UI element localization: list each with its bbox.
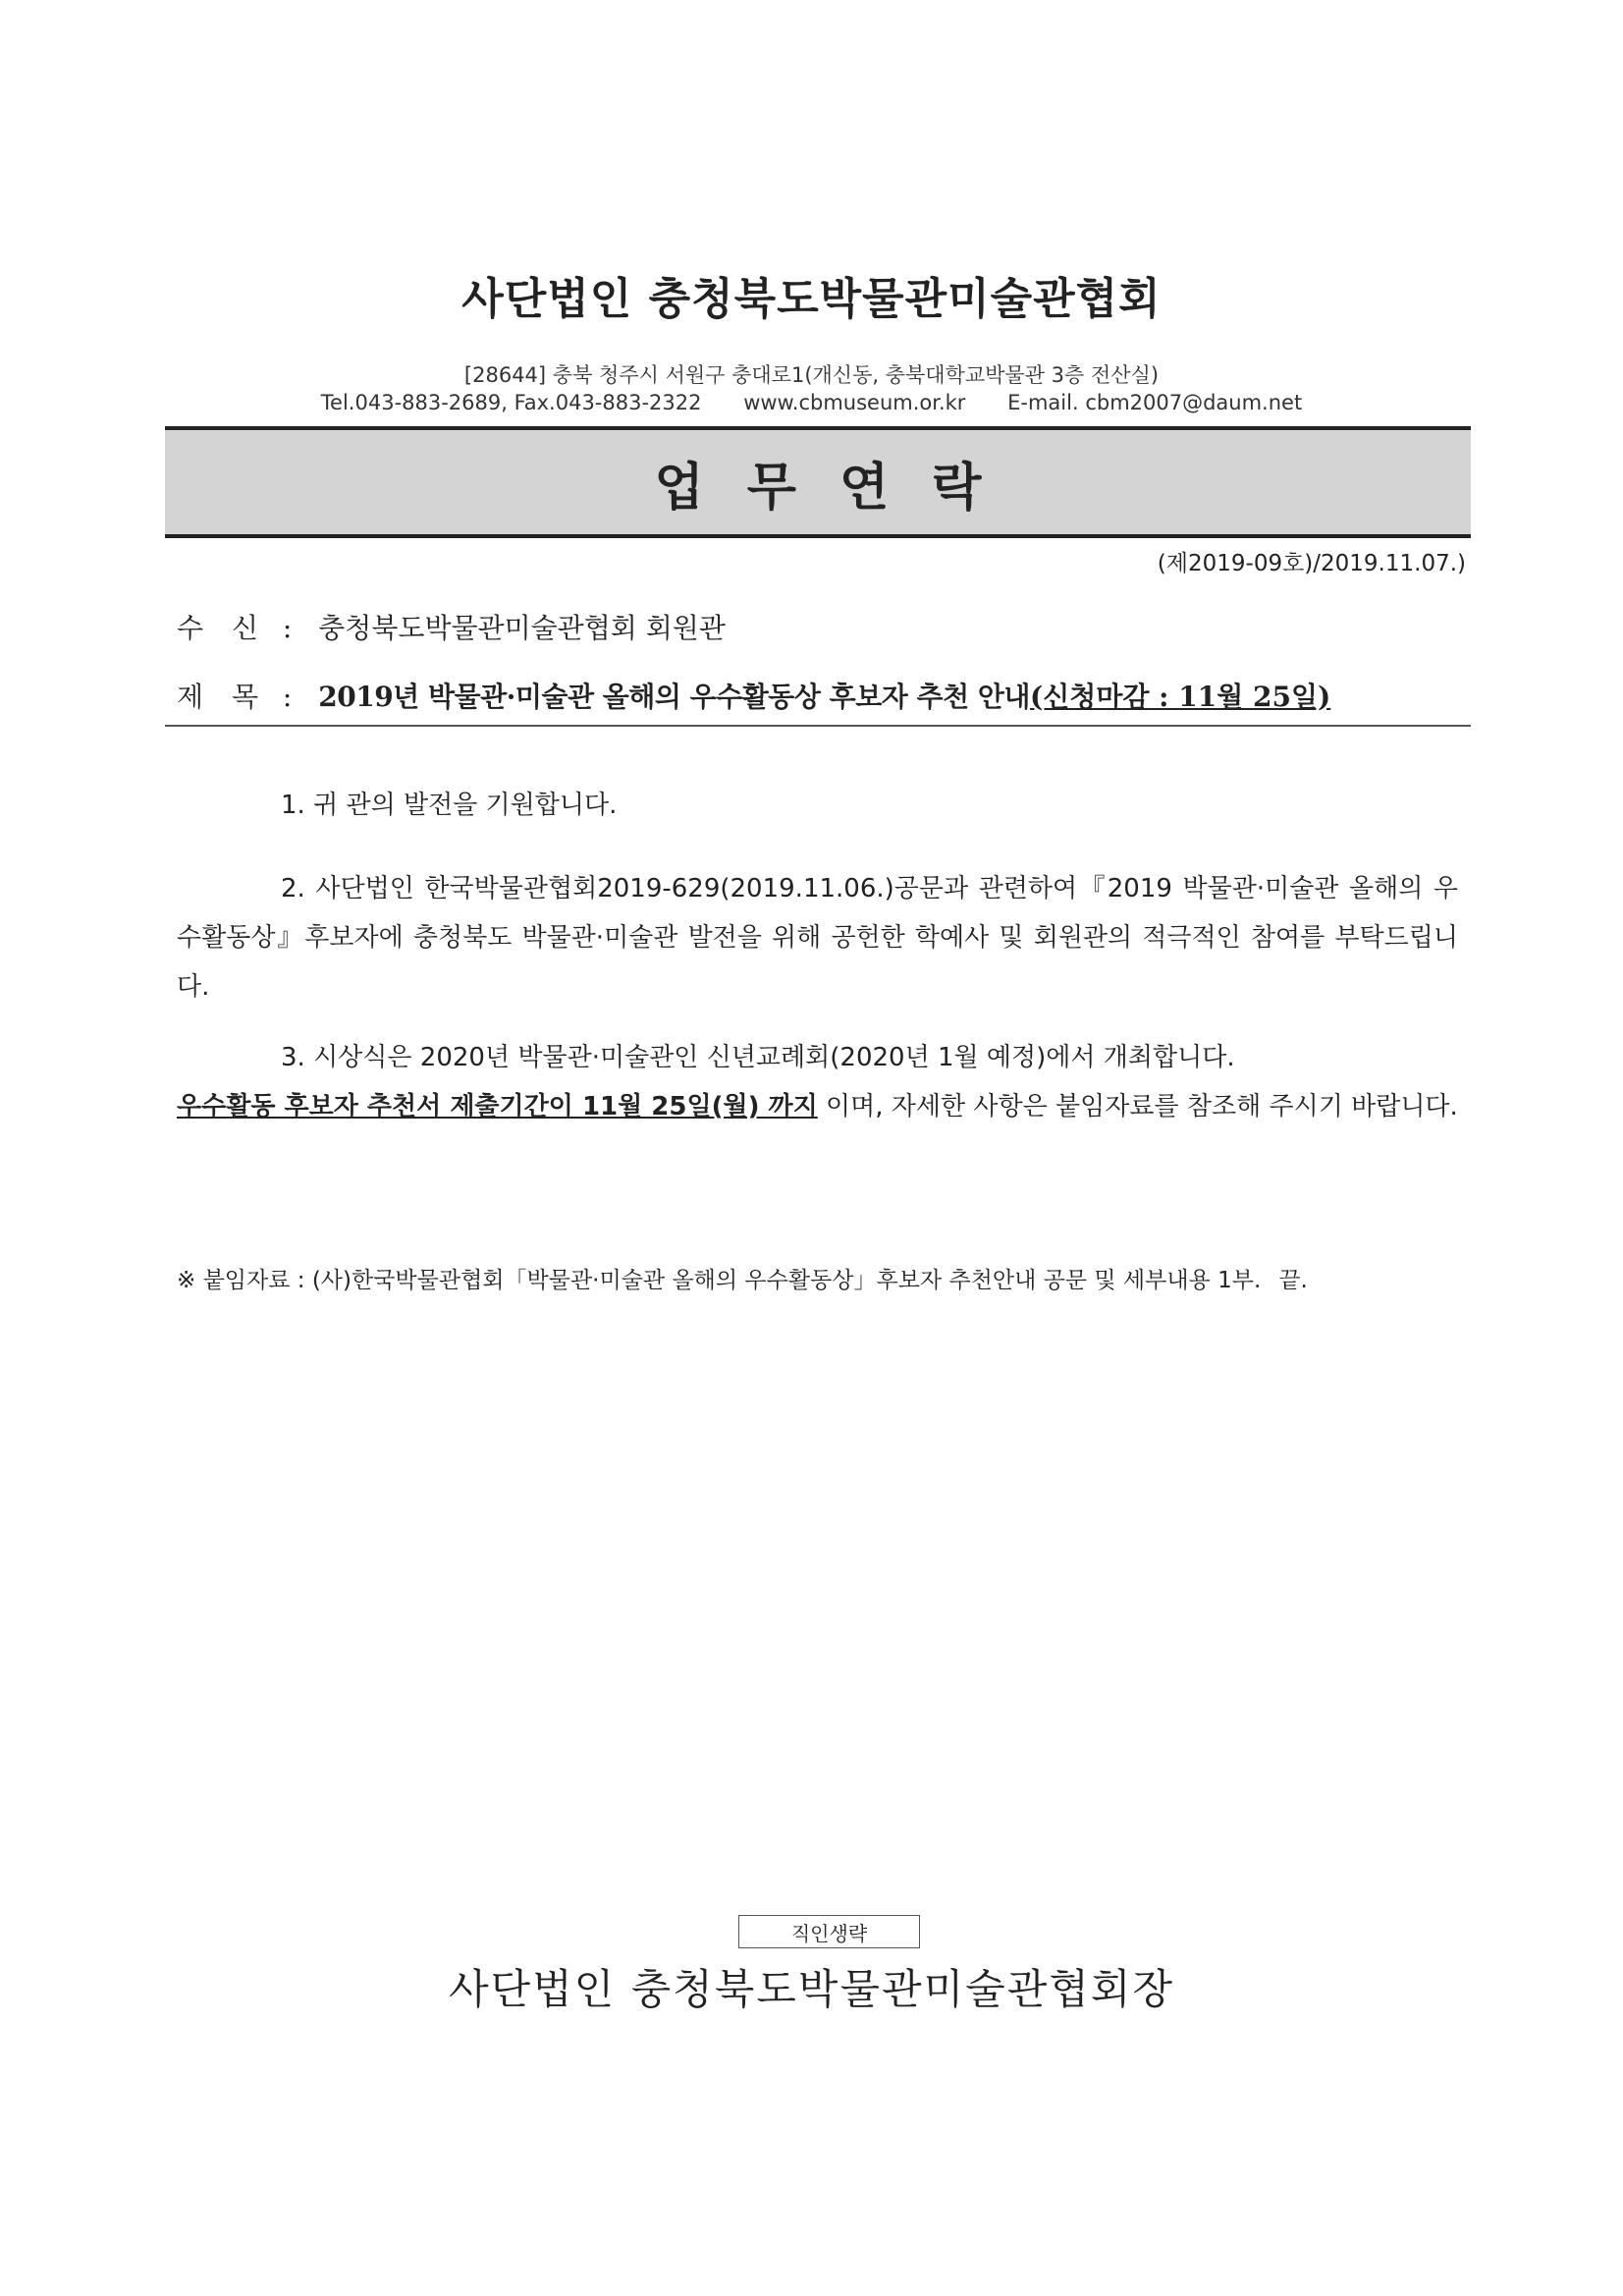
subject-label: 제 목 bbox=[177, 681, 268, 713]
body-paragraph-1: 1. 귀 관의 발전을 기원합니다. bbox=[281, 791, 618, 820]
recipient-line bbox=[177, 607, 726, 646]
subject-line bbox=[177, 676, 1330, 715]
email: E-mail. cbm2007@daum.net bbox=[1007, 391, 1303, 414]
organization-address: [28644] 충북 청주시 서원구 충대로1(개신동, 충북대학교박물관 3층 전산실) bbox=[463, 363, 1160, 387]
recipient-value: 충청북도박물관미술관협회 회원관 bbox=[318, 612, 726, 644]
attachment-text: ※ 붙임자료 : (사)한국박물관협회「박물관·미술관 올해의 우수활동상」후보자 추천안내 공문 및 세부내용 1부. bbox=[177, 1268, 1262, 1293]
tel-fax: Tel.043-883-2689, Fax.043-883-2322 bbox=[320, 391, 702, 414]
recipient-label: 수 신 bbox=[177, 612, 268, 644]
seal-omitted-box: 직인생략 bbox=[738, 1915, 920, 1948]
website: www.cbmuseum.or.kr bbox=[743, 391, 966, 414]
deadline-highlight: 우수활동 후보자 추천서 제출기간이 11월 25일(월) 까지 bbox=[177, 1092, 818, 1121]
recipient-colon: : bbox=[282, 612, 293, 644]
body-paragraph-2: 2. 사단법인 한국박물관협회2019-629(2019.11.06.)공문과 관련하여『2019 박물관·미술관 올해의 우수활동상』후보자에 충청북도 박물관·미술관 발전을 위해 공헌한 학예사 및 회원관의 적극적인 참여를 부탁드립니다. bbox=[177, 874, 1458, 1002]
organization-title: 사단법인 충청북도박물관미술관협회 bbox=[461, 274, 1162, 324]
organization-contacts bbox=[0, 391, 1623, 414]
body-paragraph-3-rest: 이며, 자세한 사항은 붙임자료를 참조해 주시기 바랍니다. bbox=[817, 1092, 1458, 1121]
attachment-note bbox=[177, 1262, 1308, 1294]
subject-deadline: (신청마감 : 11월 25일) bbox=[1029, 681, 1331, 713]
subject-value: 2019년 박물관·미술관 올해의 우수활동상 후보자 추천 안내 bbox=[318, 681, 1030, 713]
subject-colon: : bbox=[282, 681, 293, 713]
document-number: (제2019-09호)/2019.11.07.) bbox=[1157, 551, 1466, 576]
body-paragraph-3 bbox=[177, 1033, 1458, 1131]
body-paragraph-3-line1: 3. 시상식은 2020년 박물관·미술관인 신년교례회(2020년 1월 예정)에서 개최합니다. bbox=[281, 1043, 1235, 1072]
header-divider bbox=[165, 725, 1471, 727]
sender-signature: 사단법인 충청북도박물관미술관협회장 bbox=[448, 1965, 1175, 2013]
document-type-banner bbox=[165, 426, 1471, 538]
end-mark: 끝. bbox=[1278, 1268, 1308, 1293]
document-type-title: 업무연락 bbox=[654, 457, 1025, 518]
